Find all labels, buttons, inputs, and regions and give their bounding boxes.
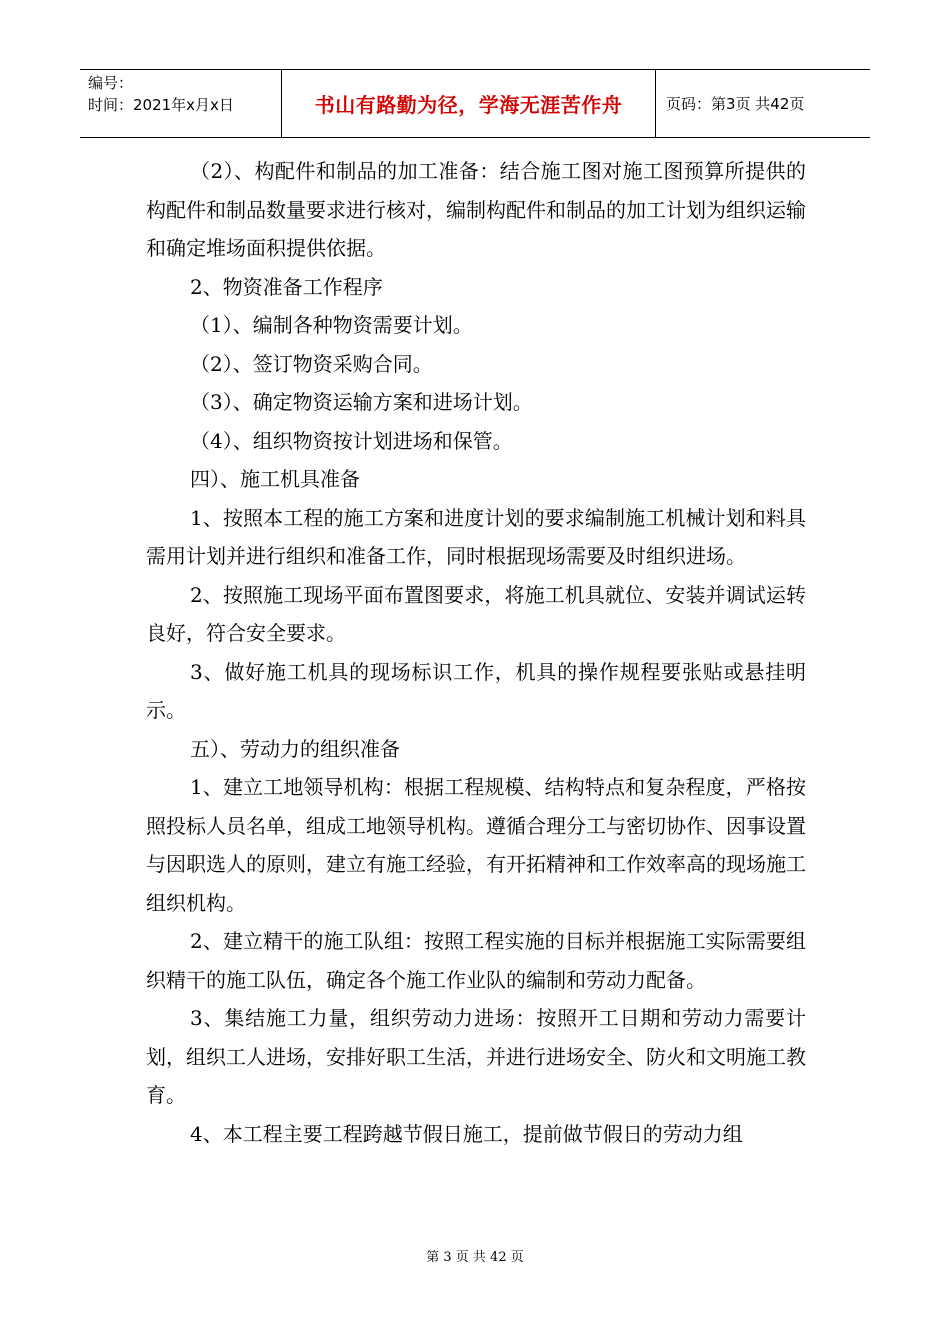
header-page-cell <box>656 70 870 137</box>
section-heading: 四）、施工机具准备 <box>190 467 360 491</box>
paragraph: 2、按照施工现场平面布置图要求，将施工机具就位、安装并调试运转良好，符合安全要求。 <box>146 582 806 645</box>
motto-text: 书山有路勤为径，学海无涯苦作舟 <box>314 93 623 117</box>
page-counter: 页码：第3页 共42页 <box>666 95 805 113</box>
document-number: 编号： <box>88 74 134 92</box>
paragraph: （2）、构配件和制品的加工准备：结合施工图对施工图预算所提供的构配件和制品数量要求进行核对，编制构配件和制品的加工计划为组织运输和确定堆场面积提供依据。 <box>146 159 806 260</box>
header-info <box>80 70 282 137</box>
list-item: （3）、确定物资运输方案和进场计划。 <box>190 390 533 414</box>
paragraph: 3、集结施工力量，组织劳动力进场：按照开工日期和劳动力需要计划，组织工人进场，安排好职工生活，并进行进场安全、防火和文明施工教育。 <box>146 1006 806 1107</box>
footer-page-number: 第 3 页 共 42 页 <box>426 1250 524 1265</box>
section-heading: 五）、劳动力的组织准备 <box>190 736 400 761</box>
list-item: （2）、签订物资采购合同。 <box>190 351 433 376</box>
paragraph: 1、建立工地领导机构：根据工程规模、结构特点和复杂程度，严格按照投标人员名单，组成工地领导机构。遵循合理分工与密切协作、因事设置与因职选人的原则，建立有施工经验，有开拓精神和工作效率高的现场施工组织机构。 <box>146 775 806 915</box>
list-item: （1）、编制各种物资需要计划。 <box>190 313 473 337</box>
document-body <box>146 152 806 1153</box>
list-item: （4）、组织物资按计划进场和保管。 <box>190 428 513 453</box>
paragraph: 2、建立精干的施工队组：按照工程实施的目标并根据施工实际需要组织精干的施工队伍，确定各个施工作业队的编制和劳动力配备。 <box>146 929 806 992</box>
page-header <box>80 69 870 138</box>
paragraph: 4、本工程主要工程跨越节假日施工，提前做节假日的劳动力组 <box>190 1121 743 1146</box>
paragraph: 3、做好施工机具的现场标识工作，机具的操作规程要张贴或悬挂明示。 <box>146 659 806 722</box>
header-motto-cell <box>282 70 656 137</box>
document-date: 时间：2021年x月x日 <box>88 96 234 114</box>
paragraph: 1、按照本工程的施工方案和进度计划的要求编制施工机械计划和料具需用计划并进行组织和准备工作，同时根据现场需要及时组织进场。 <box>146 505 806 568</box>
section-heading: 2、物资准备工作程序 <box>190 274 383 299</box>
page-footer <box>0 1246 950 1265</box>
